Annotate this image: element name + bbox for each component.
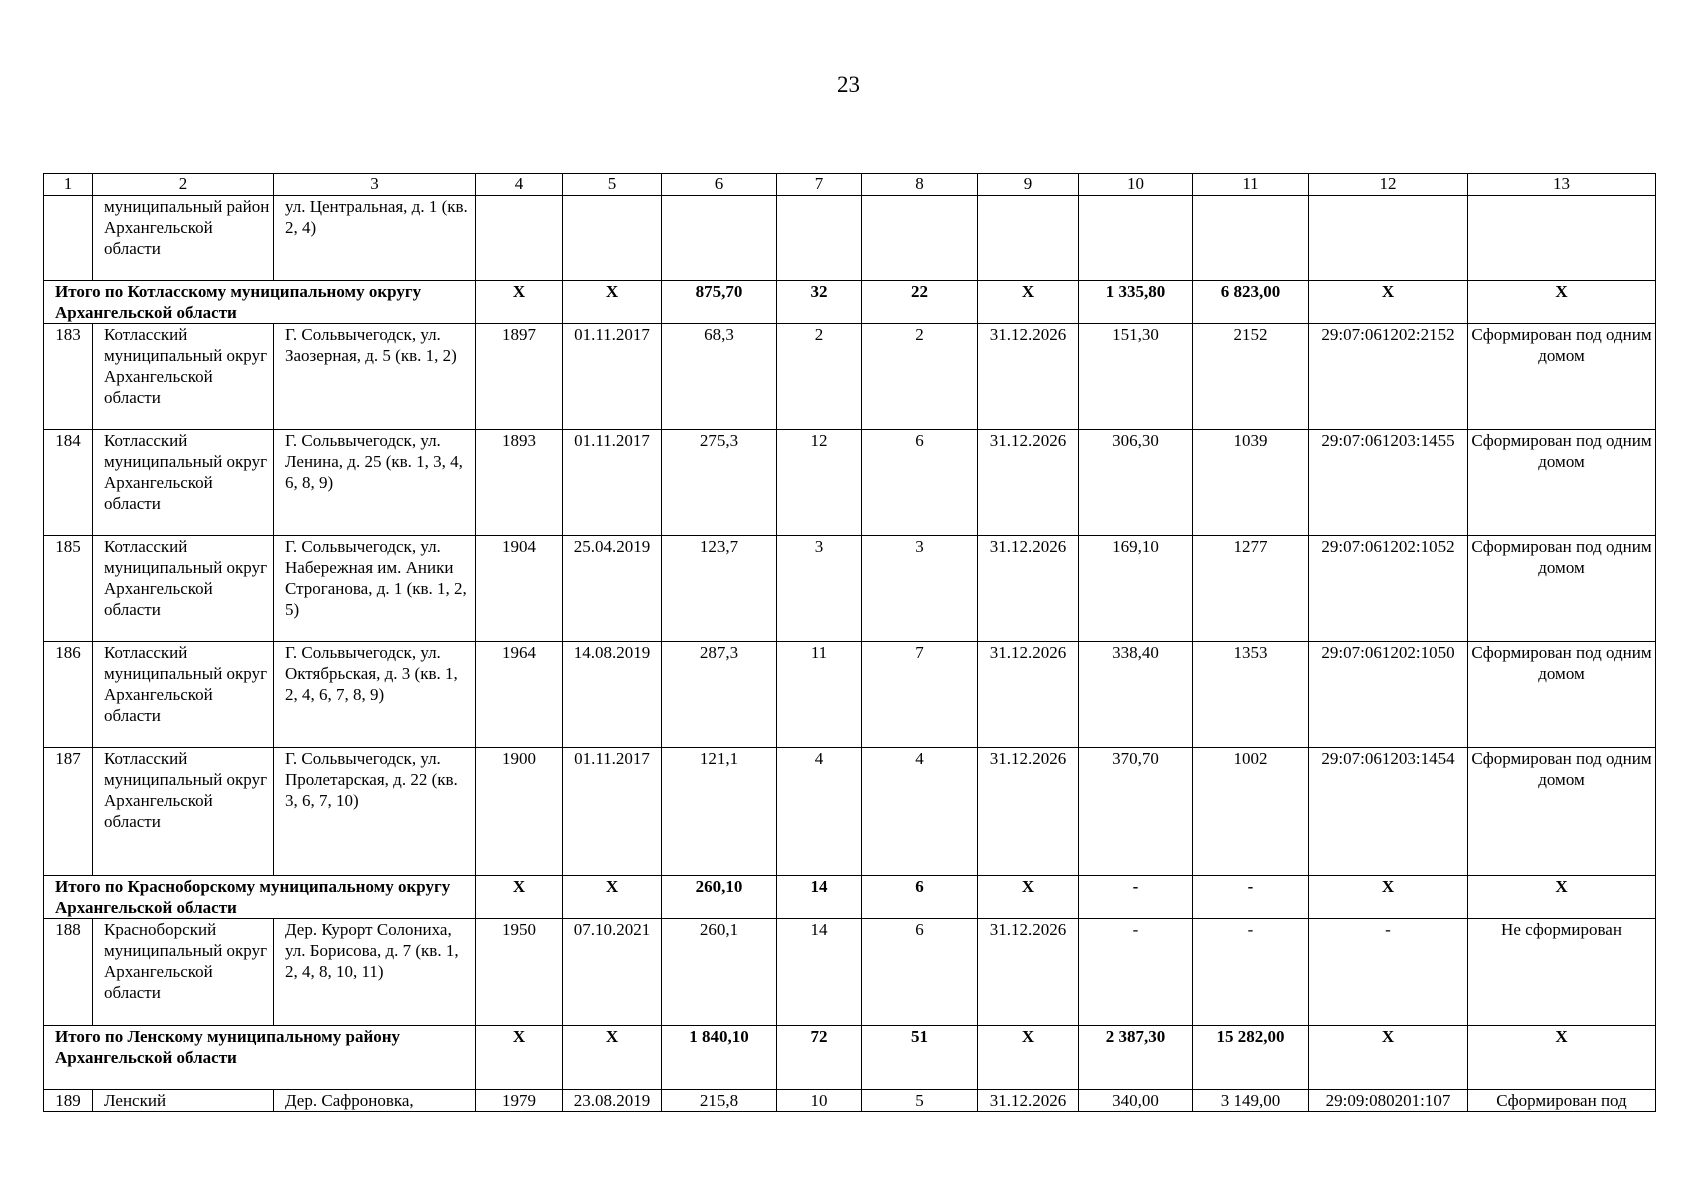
count-cell: 14	[777, 919, 862, 1026]
date-cell: 01.11.2017	[563, 324, 662, 430]
year-cell: 1900	[476, 748, 563, 876]
total-cell: 2 387,30	[1079, 1026, 1193, 1090]
total-cell: 72	[777, 1026, 862, 1090]
district-cell: муниципальный район Архангельской области	[93, 196, 274, 281]
cadastral-cell: 29:09:080201:107	[1309, 1090, 1468, 1112]
col-header: 8	[862, 174, 978, 196]
housing-table	[43, 173, 1656, 1112]
value-cell: 306,30	[1079, 430, 1193, 536]
address-cell: Г. Сольвычегодск, ул. Октябрьская, д. 3 (кв. 1, 2, 4, 6, 7, 8, 9)	[274, 642, 476, 748]
row-number: 186	[44, 642, 93, 748]
table-row	[44, 536, 1656, 642]
deadline-cell: 31.12.2026	[978, 1090, 1079, 1112]
date-cell: 01.11.2017	[563, 430, 662, 536]
total-cell: -	[1079, 876, 1193, 919]
count-cell: 7	[862, 642, 978, 748]
total-cell: X	[563, 1026, 662, 1090]
total-cell: X	[1309, 1026, 1468, 1090]
date-cell: 01.11.2017	[563, 748, 662, 876]
row-number: 184	[44, 430, 93, 536]
value-cell: 1277	[1193, 536, 1309, 642]
total-cell: X	[1468, 1026, 1656, 1090]
count-cell: 4	[862, 748, 978, 876]
count-cell: 3	[862, 536, 978, 642]
cadastral-cell: 29:07:061202:1052	[1309, 536, 1468, 642]
total-cell: X	[978, 1026, 1079, 1090]
area-cell: 121,1	[662, 748, 777, 876]
col-header: 10	[1079, 174, 1193, 196]
note-cell: Сформирован под одним домом	[1468, 324, 1656, 430]
total-cell: 260,10	[662, 876, 777, 919]
year-cell: 1893	[476, 430, 563, 536]
address-cell: Г. Сольвычегодск, ул. Набережная им. Аники Строганова, д. 1 (кв. 1, 2, 5)	[274, 536, 476, 642]
cadastral-cell: 29:07:061203:1455	[1309, 430, 1468, 536]
count-cell: 12	[777, 430, 862, 536]
district-cell: Красноборский муниципальный округ Архангельской области	[93, 919, 274, 1026]
address-cell: Г. Сольвычегодск, ул. Заозерная, д. 5 (кв. 1, 2)	[274, 324, 476, 430]
district-cell: Ленский	[93, 1090, 274, 1112]
year-cell: 1950	[476, 919, 563, 1026]
total-cell: 6 823,00	[1193, 281, 1309, 324]
value-cell: 1002	[1193, 748, 1309, 876]
col-header: 4	[476, 174, 563, 196]
district-cell: Котласский муниципальный округ Архангельской области	[93, 324, 274, 430]
value-cell: 169,10	[1079, 536, 1193, 642]
year-cell: 1897	[476, 324, 563, 430]
total-label: Итого по Котласскому муниципальному округу Архангельской области	[44, 281, 476, 324]
note-cell: Не сформирован	[1468, 919, 1656, 1026]
value-cell: 1353	[1193, 642, 1309, 748]
total-label: Итого по Ленскому муниципальному району Архангельской области	[44, 1026, 476, 1090]
count-cell: 11	[777, 642, 862, 748]
date-cell: 23.08.2019	[563, 1090, 662, 1112]
district-cell: Котласский муниципальный округ Архангельской области	[93, 536, 274, 642]
column-number-header	[44, 174, 1656, 196]
total-cell: 14	[777, 876, 862, 919]
area-cell: 68,3	[662, 324, 777, 430]
total-cell: X	[1468, 876, 1656, 919]
page-number: 23	[837, 72, 860, 97]
note-cell: Сформирован под	[1468, 1090, 1656, 1112]
total-cell: 32	[777, 281, 862, 324]
value-cell: 1039	[1193, 430, 1309, 536]
deadline-cell: 31.12.2026	[978, 536, 1079, 642]
table-row	[44, 642, 1656, 748]
col-header: 1	[44, 174, 93, 196]
district-cell: Котласский муниципальный округ Архангельской области	[93, 748, 274, 876]
col-header: 7	[777, 174, 862, 196]
date-cell: 25.04.2019	[563, 536, 662, 642]
date-cell: 14.08.2019	[563, 642, 662, 748]
row-number: 189	[44, 1090, 93, 1112]
area-cell: 260,1	[662, 919, 777, 1026]
value-cell: -	[1193, 919, 1309, 1026]
area-cell: 275,3	[662, 430, 777, 536]
total-row	[44, 876, 1656, 919]
total-cell: X	[978, 876, 1079, 919]
table-row	[44, 430, 1656, 536]
address-cell: ул. Центральная, д. 1 (кв. 2, 4)	[274, 196, 476, 281]
row-number: 188	[44, 919, 93, 1026]
address-cell: Г. Сольвычегодск, ул. Пролетарская, д. 22 (кв. 3, 6, 7, 10)	[274, 748, 476, 876]
table-row	[44, 919, 1656, 1026]
table-row	[44, 196, 1656, 281]
total-cell: X	[563, 876, 662, 919]
col-header: 12	[1309, 174, 1468, 196]
total-cell: 6	[862, 876, 978, 919]
row-number: 183	[44, 324, 93, 430]
deadline-cell: 31.12.2026	[978, 430, 1079, 536]
total-row	[44, 1026, 1656, 1090]
cadastral-cell: 29:07:061202:1050	[1309, 642, 1468, 748]
col-header: 2	[93, 174, 274, 196]
cadastral-cell: 29:07:061203:1454	[1309, 748, 1468, 876]
total-row	[44, 281, 1656, 324]
value-cell: 3 149,00	[1193, 1090, 1309, 1112]
total-cell: X	[563, 281, 662, 324]
table-row	[44, 748, 1656, 876]
count-cell: 2	[777, 324, 862, 430]
area-cell: 123,7	[662, 536, 777, 642]
value-cell: 2152	[1193, 324, 1309, 430]
address-cell: Дер. Сафроновка,	[274, 1090, 476, 1112]
total-cell: -	[1193, 876, 1309, 919]
row-number: 185	[44, 536, 93, 642]
value-cell: 338,40	[1079, 642, 1193, 748]
col-header: 13	[1468, 174, 1656, 196]
count-cell: 4	[777, 748, 862, 876]
total-label: Итого по Красноборскому муниципальному округу Архангельской области	[44, 876, 476, 919]
note-cell: Сформирован под одним домом	[1468, 642, 1656, 748]
count-cell: 3	[777, 536, 862, 642]
total-cell: X	[1468, 281, 1656, 324]
total-cell: X	[476, 1026, 563, 1090]
total-cell: 1 840,10	[662, 1026, 777, 1090]
value-cell: 151,30	[1079, 324, 1193, 430]
note-cell: Сформирован под одним домом	[1468, 748, 1656, 876]
note-cell: Сформирован под одним домом	[1468, 430, 1656, 536]
address-cell: Дер. Курорт Солониха, ул. Борисова, д. 7 (кв. 1, 2, 4, 8, 10, 11)	[274, 919, 476, 1026]
col-header: 3	[274, 174, 476, 196]
date-cell: 07.10.2021	[563, 919, 662, 1026]
count-cell: 2	[862, 324, 978, 430]
total-cell: 51	[862, 1026, 978, 1090]
year-cell: 1904	[476, 536, 563, 642]
deadline-cell: 31.12.2026	[978, 748, 1079, 876]
count-cell: 5	[862, 1090, 978, 1112]
col-header: 5	[563, 174, 662, 196]
total-cell: 15 282,00	[1193, 1026, 1309, 1090]
note-cell: Сформирован под одним домом	[1468, 536, 1656, 642]
district-cell: Котласский муниципальный округ Архангельской области	[93, 642, 274, 748]
total-cell: 22	[862, 281, 978, 324]
value-cell: 340,00	[1079, 1090, 1193, 1112]
district-cell: Котласский муниципальный округ Архангельской области	[93, 430, 274, 536]
row-number: 187	[44, 748, 93, 876]
cadastral-cell: 29:07:061202:2152	[1309, 324, 1468, 430]
deadline-cell: 31.12.2026	[978, 324, 1079, 430]
col-header: 11	[1193, 174, 1309, 196]
deadline-cell: 31.12.2026	[978, 642, 1079, 748]
total-cell: 1 335,80	[1079, 281, 1193, 324]
table-row	[44, 324, 1656, 430]
year-cell: 1964	[476, 642, 563, 748]
col-header: 9	[978, 174, 1079, 196]
col-header: 6	[662, 174, 777, 196]
value-cell: -	[1079, 919, 1193, 1026]
total-cell: X	[476, 876, 563, 919]
deadline-cell: 31.12.2026	[978, 919, 1079, 1026]
count-cell: 10	[777, 1090, 862, 1112]
area-cell: 215,8	[662, 1090, 777, 1112]
total-cell: X	[476, 281, 563, 324]
total-cell: X	[1309, 876, 1468, 919]
total-cell: X	[1309, 281, 1468, 324]
value-cell: 370,70	[1079, 748, 1193, 876]
total-cell: X	[978, 281, 1079, 324]
cadastral-cell: -	[1309, 919, 1468, 1026]
year-cell: 1979	[476, 1090, 563, 1112]
count-cell: 6	[862, 430, 978, 536]
total-cell: 875,70	[662, 281, 777, 324]
area-cell: 287,3	[662, 642, 777, 748]
address-cell: Г. Сольвычегодск, ул. Ленина, д. 25 (кв. 1, 3, 4, 6, 8, 9)	[274, 430, 476, 536]
table-row	[44, 1090, 1656, 1112]
count-cell: 6	[862, 919, 978, 1026]
